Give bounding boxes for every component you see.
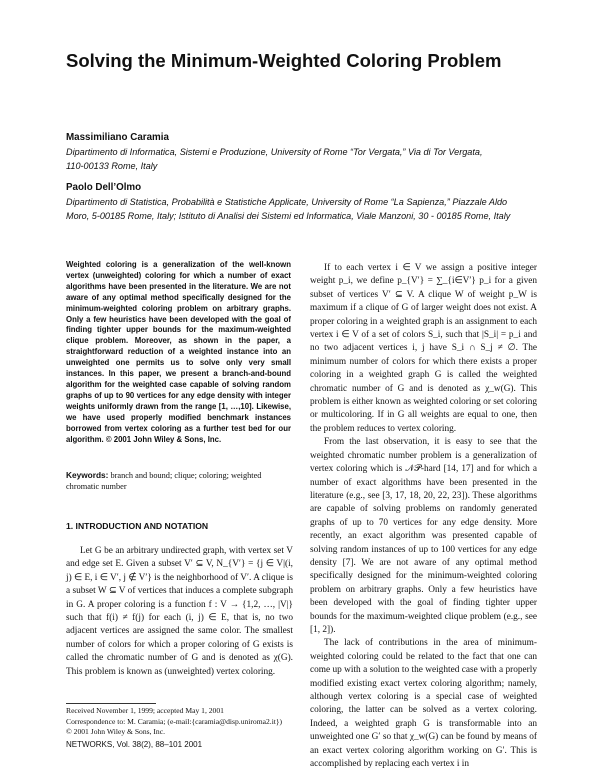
footnote-received: Received November 1, 1999; accepted May 1, 2001 (66, 706, 224, 715)
footnote-copyright: © 2001 John Wiley & Sons, Inc. (66, 727, 165, 737)
paragraph: The lack of contributions in the area of minimum-weighted coloring could be related to the fact that one can come up with a solution to the weighted case with a properly modified existing exact vertex coloring algorithm; namely, although vertex coloring is a special case of weighted coloring, the latter can be solved as a vertex coloring. Indeed, a weighted graph G is transformable into an unweighted one G′ so that χ_w(G) can be found by means of an exact vertex coloring algorithm working on G′. This is accomplished by replacing each vertex i in (310, 638, 537, 770)
left-column-body (66, 545, 293, 679)
abstract: Weighted coloring is a generalization of the well-known vertex (unweighted) coloring for which a number of exact algorithms have been presented in the literature. We are not aware of any optimal method specifically designed for the minimum-weighted coloring problem on arbitrary graphs. Only a few heuristics have been developed with the goal of finding tighter upper bounds for the maximum-weighted clique problem. Moreover, as shown in the paper, a straightforward reduction of a weighted instance into an unweighted one permits us to solve only very small instances. In this paper, we present a branch-and-bound algorithm for the weighted case capable of solving random graphs of up to 90 vertices for any edge density with integer weights uniformly drawn from the range [1, …,10]. Likewise, we have used properly modified benchmark instances borrowed from vertex coloring as a further test bed for our algorithm. © 2001 John Wiley & Sons, Inc. (66, 260, 291, 444)
keywords-text: branch and bound; clique; coloring; weighted chromatic number (66, 471, 262, 491)
affiliation-line: 110-00133 Rome, Italy (66, 161, 158, 171)
author-affiliation-1 (66, 145, 546, 173)
author-name-2: Paolo Dell’Olmo (66, 182, 142, 193)
paper-title: Solving the Minimum-Weighted Coloring Problem (66, 50, 502, 71)
footnote-correspondence: Correspondence to: M. Caramia; (e-mail:{caramia@disp.uniroma2.it}) (66, 716, 283, 726)
keywords-label: Keywords: (66, 470, 109, 480)
author-affiliation-2 (66, 195, 546, 223)
paragraph: From the last observation, it is easy to see that the weighted chromatic number problem is a generalization of vertex coloring which is 𝒩𝒫-hard [14, 17] and for which a number of exact algorithms have been presented in the literature (e.g., see [3, 17, 18, 20, 22, 23]). These algorithms are capable of solving problems on randomly generated graphs of up to 70 vertices for any edge density. More recently, an exact algorithm was presented capable of solving random instances of up to 100 vertices for any edge density [7]. We are not aware of any optimal method specifically designed for the minimum-weighted coloring problem on arbitrary graphs. Only a few heuristics have been developed with the goal of finding tighter upper bounds for the maximum-weighted clique problem (e.g., see [1, 2]). (310, 437, 537, 635)
affiliation-line: Dipartimento di Statistica, Probabilità e Statistiche Applicate, University of Rome “La Sapienza,” Piazzale Aldo (66, 197, 508, 207)
author-name-1: Massimiliano Caramia (66, 132, 169, 143)
journal-footer: NETWORKS, Vol. 38(2), 88–101 2001 (66, 740, 203, 749)
paragraph: Let G be an arbitrary undirected graph, with vertex set V and edge set E. Given a subset V′ ⊆ V, N_{V′} = {j ∈ V|(i, j) ∈ E, i ∈ V′, j ∉ V′} is the neighborhood of V′. A clique is a subset W ⊆ V of vertices that induces a complete subgraph in G. A proper coloring is a function f : V → {1,2, …, |V|} such that f(i) ≠ f(j) for each (i, j) ∈ E, that is, no two adjacent vertices are assigned the same color. The smallest number of colors for which a proper coloring of G exists is called the chromatic number of G and is denoted as χ(G). This problem is known as (unweighted) vertex coloring. (66, 546, 293, 677)
paragraph: If to each vertex i ∈ V we assign a positive integer weight p_i, we define p_{V′} = ∑_{i∈V′} p_i for a given subset of vertices V′ ⊆ V. A clique W of weight p_W is maximum if a clique of G of larger weight does not exist. A proper coloring in a weighted graph is an assignment to each vertex i ∈ V of a set of colors S_i, such that |S_i| = p_i and no two adjacent vertices i, j have S_i ∩ S_j ≠ ∅. The minimum number of colors for which there exists a proper coloring in a weighted graph G is called the weighted chromatic number of G and is denoted as χ_w(G). This problem is either known as weighted coloring or set coloring or multicoloring. If in G all weights are equal to one, then the problem reduces to vertex coloring. (310, 263, 537, 434)
footnote (66, 706, 296, 738)
affiliation-line: Dipartimento di Informatica, Sistemi e Produzione, University of Rome “Tor Vergata,” Via di Tor Vergata, (66, 147, 483, 157)
keywords (66, 470, 291, 492)
affiliation-line: Moro, 5-00185 Rome, Italy; Istituto di Analisi dei Sistemi ed Informatica, Viale Manzoni, 30 - 00185 Rome, Italy (66, 211, 511, 221)
footnote-rule (66, 703, 156, 704)
section-heading: 1. INTRODUCTION AND NOTATION (66, 521, 209, 531)
right-column-body (310, 262, 537, 771)
